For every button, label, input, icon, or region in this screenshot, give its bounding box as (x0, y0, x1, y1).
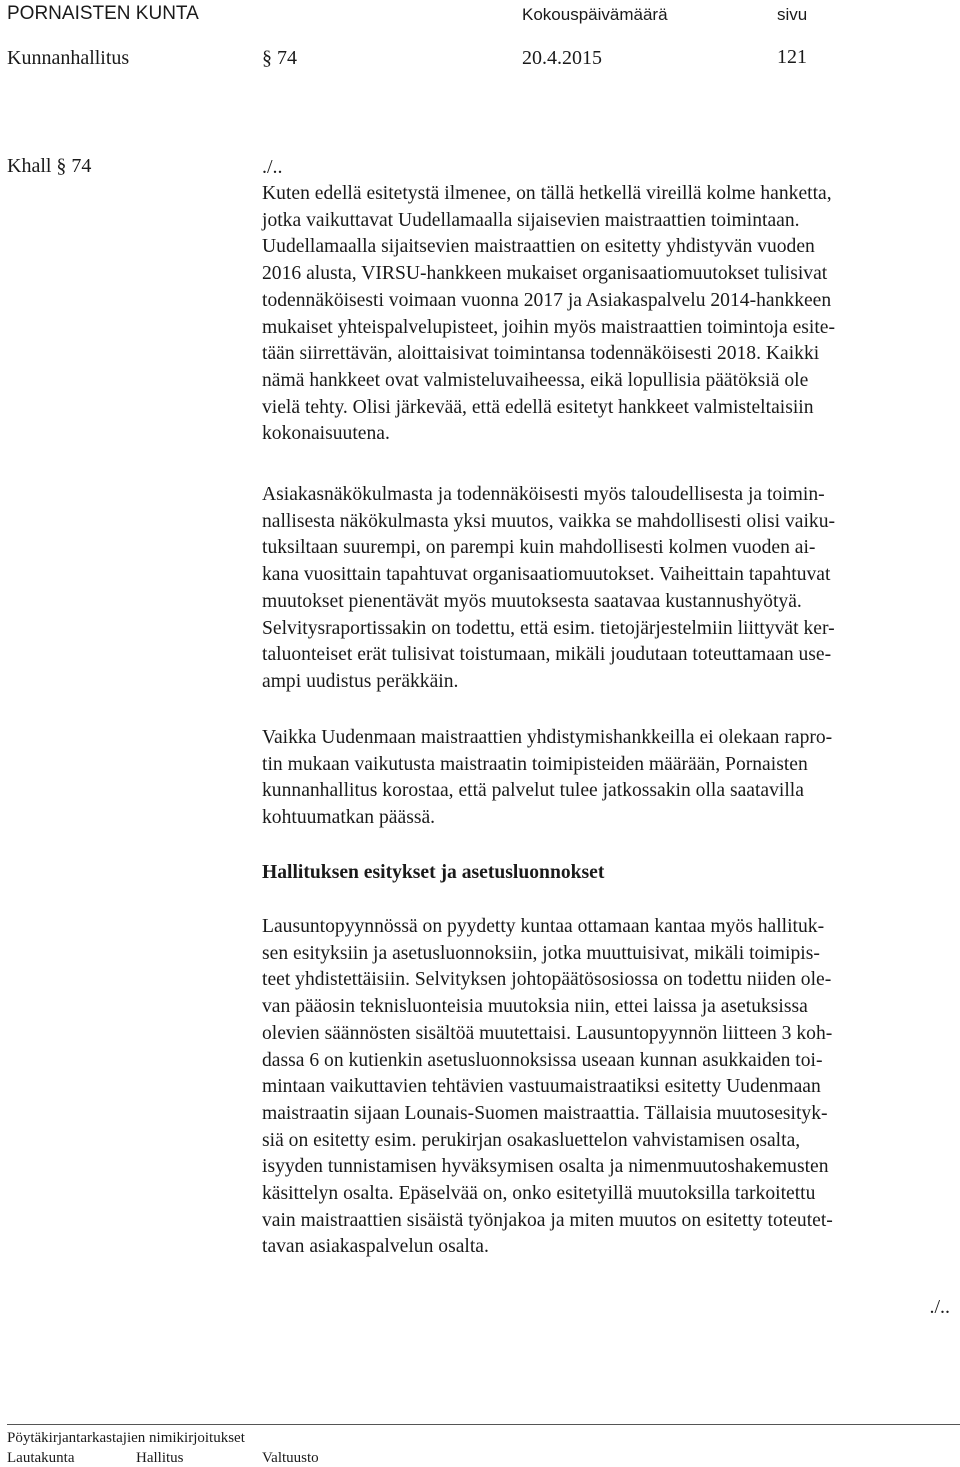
body-paragraph-1 (262, 181, 954, 448)
continues-marker: ./.. (929, 1296, 950, 1318)
footer-lautakunta: Lautakunta (7, 1450, 75, 1466)
footer-hallitus: Hallitus (136, 1450, 184, 1466)
paragraph-text: Lausuntopyynnössä on pyydetty kuntaa ottamaan kantaa myös hallituk- sen esityksiin ja asetusluonnoksiin, jotka muuttuisivat, mikäli toimipis- teet yhdistettäisiin. Selvityksen johtopäätösosiossa on todettu niiden ole- van pääosin teknisluonteisia muutoksia niin, ettei laissa ja asetuksissa olevien säännösten sisältöä muutettaisi. Lausuntopyynnön liitteen 3 koh- dassa 6 on kutienkin asetusluonnoksissa useaan kunnan asukkaiden toi- mintaan vaikuttavien tehtävien vastuumaistraatiksi esitetty Uudenmaan maistraatin sijaan Lounais-Suomen maistraattia. Tällaisia muutosesityk- siä on esitetty esim. perukirjan osakasluettelon vahvistamisen osalta, isyyden tunnistamisen hyväksymisen osalta ja nimenmuutoshakemusten käsittelyn osalta. Epäselvää on, onko esitetyillä muutoksilla tarkoitettu vain maistraattien sisäistä työnjakoa ja miten muutos on esitetty toteutet- tavan asiakaspalvelun osalta. (262, 916, 833, 1258)
section-heading (262, 860, 954, 887)
page-column-label: sivu (777, 5, 808, 24)
body-paragraph-4 (262, 914, 954, 1261)
section-number: § 74 (262, 47, 297, 69)
heading-text: Hallituksen esitykset ja asetusluonnokset (262, 862, 605, 883)
date-column-label: Kokouspäivämäärä (522, 5, 668, 24)
meeting-date: 20.4.2015 (522, 47, 602, 69)
continued-from-marker: ./.. (262, 156, 283, 178)
body-paragraph-2 (262, 482, 954, 696)
paragraph-text: Kuten edellä esitetystä ilmenee, on tällä hetkellä vireillä kolme hanketta, jotka vaikuttavat Uudellamaalla sijaisevien maistraattien toimintaan. Uudellamaalla sijaitsevien maistraattien on esitetty yhdistyvän vuoden 2016 alusta, VIRSU-hankkeen mukaiset organisaatiomuutokset tulisivat todennäköisesti voimaan vuonna 2017 ja Asiakaspalvelu 2014-hankkeen mukaiset yhteispalvelupisteet, joihin myös maistraattien toimintoja esite- tään siirrettävän, aloittaisivat toimintansa todennäköisesti 2018. Kaikki nämä hankkeet ovat valmisteluvaiheessa, eikä lopullisia päätöksiä ole vielä tehty. Olisi järkevää, että edellä esitetyt hankkeet valmisteltaisiin kokonaisuutena. (262, 183, 836, 445)
signatures-label: Pöytäkirjantarkastajien nimikirjoitukset (7, 1430, 245, 1446)
footer-valtuusto: Valtuusto (262, 1450, 319, 1466)
footer-divider (7, 1424, 960, 1425)
body-paragraph-3 (262, 725, 954, 832)
page-number: 121 (777, 46, 807, 68)
paragraph-text: Vaikka Uudenmaan maistraattien yhdistymishankkeilla ei olekaan rapro- tin mukaan vaikutusta maistraatin toimipisteiden määrään, Pornaisten kunnanhallitus korostaa, että palvelut tulee jatkossakin olla saatavilla kohtuumatkan päässä. (262, 727, 833, 829)
paragraph-text: Asiakasnäkökulmasta ja todennäköisesti myös taloudellisesta ja toimin- nallisesta näkökulmasta yksi muutos, vaikka se mahdollisesti olisi vaiku- tuksiltaan suurempi, on parempi kuin mahdollisesti kolmen vuoden ai- kana vuosittain tapahtuvat organisaatiomuutokset. Vaiheittain tapahtuvat muutokset pienentävät myös muutoksesta saatavaa kustannushyötyä. Selvitysraportissakin on todettu, että esim. tietojärjestelmiin liittyvät ker- taluonteiset erät tulisivat toistumaan, mikäli joudutaan toteuttamaan use- ampi uudistus peräkkäin. (262, 484, 836, 692)
municipality-name: PORNAISTEN KUNTA (7, 3, 199, 24)
item-label: Khall § 74 (7, 155, 92, 177)
meeting-body: Kunnanhallitus (7, 47, 130, 69)
